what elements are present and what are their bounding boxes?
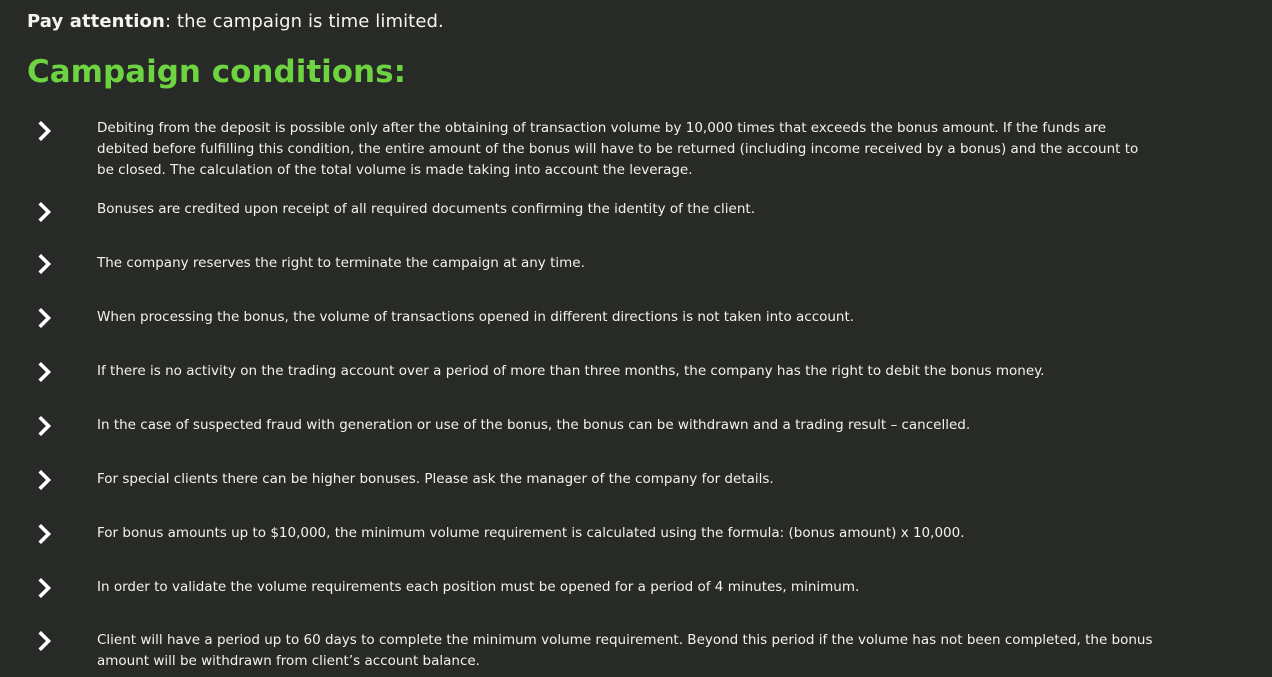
notice-text: : the campaign is time limited. <box>164 11 444 32</box>
condition-text: For special clients there can be higher bonuses. Please ask the manager of the company for details. <box>97 471 774 487</box>
condition-text: In the case of suspected fraud with generation or use of the bonus, the bonus can be withdrawn and a trading result – cancelled. <box>97 417 971 433</box>
condition-text: When processing the bonus, the volume of transactions opened in different directions is not taken into account. <box>97 309 855 325</box>
condition-text: The company reserves the right to terminate the campaign at any time. <box>97 255 585 271</box>
chevron-right-icon <box>36 524 56 544</box>
chevron-right-icon <box>36 202 56 222</box>
campaign-conditions-title: Campaign conditions: <box>27 54 406 90</box>
condition-text: Bonuses are credited upon receipt of all required documents confirming the identity of the client. <box>97 201 756 217</box>
condition-text: If there is no activity on the trading account over a period of more than three months, the company has the right to debit the bonus money. <box>97 363 1045 379</box>
condition-text: Client will have a period up to 60 days to complete the minimum volume requirement. Beyond this period if the volume has not been completed, the bonus amount will be withdrawn from client’s account balance. <box>97 632 1153 669</box>
chevron-right-icon <box>36 121 56 141</box>
time-limit-notice <box>27 10 444 34</box>
condition-text: In order to validate the volume requirements each position must be opened for a period of 4 minutes, minimum. <box>97 579 860 595</box>
chevron-right-icon <box>36 254 56 274</box>
chevron-right-icon <box>36 362 56 382</box>
notice-label: Pay attention <box>27 11 165 32</box>
chevron-right-icon <box>36 631 56 651</box>
condition-text: Debiting from the deposit is possible only after the obtaining of transaction volume by 10,000 times that exceeds the bonus amount. If the funds are debited before fulfilling this condition, the entire amount of the bonus will have to be returned (including income received by a bonus) and the account to be closed. The calculation of the total volume is made taking into account the leverage. <box>97 120 1139 178</box>
chevron-right-icon <box>36 578 56 598</box>
chevron-right-icon <box>36 470 56 490</box>
chevron-right-icon <box>36 416 56 436</box>
condition-text: For bonus amounts up to $10,000, the minimum volume requirement is calculated using the formula: (bonus amount) x 10,000. <box>97 525 965 541</box>
chevron-right-icon <box>36 308 56 328</box>
